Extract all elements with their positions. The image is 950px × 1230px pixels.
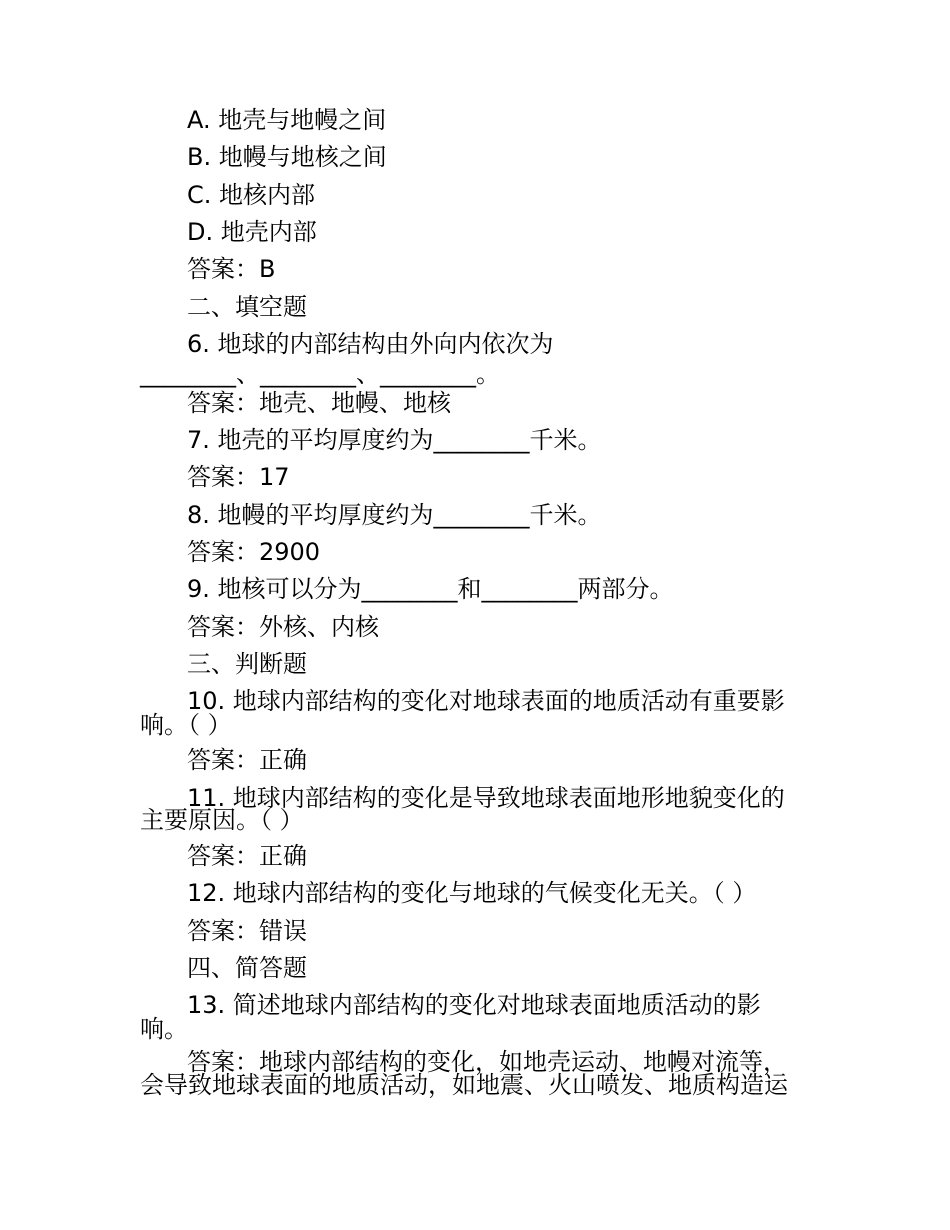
answer-7: 答案：17 — [187, 463, 290, 491]
answer-6: 答案：地壳、地幔、地核 — [187, 389, 451, 417]
question-9: 9. 地核可以分为________和________两部分。 — [187, 575, 674, 603]
question-6: 6. 地球的内部结构由外向内依次为 — [187, 330, 554, 358]
question-13-cont: 响。 — [140, 1015, 188, 1043]
question-10: 10. 地球内部结构的变化对地球表面的地质活动有重要影 — [187, 687, 785, 715]
question-7: 7. 地壳的平均厚度约为________千米。 — [187, 426, 602, 454]
question-11-cont: 主要原因。（ ） — [140, 806, 304, 834]
answer-12: 答案：错误 — [187, 917, 307, 945]
answer-5: 答案：B — [187, 255, 276, 283]
option-c: C. 地核内部 — [187, 181, 316, 209]
answer-8: 答案：2900 — [187, 538, 321, 566]
answer-13: 答案：地球内部结构的变化，如地壳运动、地幔对流等， — [187, 1048, 787, 1076]
question-10-cont: 响。（ ） — [140, 711, 232, 739]
answer-10: 答案：正确 — [187, 746, 307, 774]
question-6-blanks: ________、________、________。 — [140, 360, 500, 388]
answer-9: 答案：外核、内核 — [187, 613, 379, 641]
option-a: A. 地壳与地幔之间 — [187, 106, 387, 134]
question-11: 11. 地球内部结构的变化是导致地球表面地形地貌变化的 — [187, 784, 785, 812]
question-13: 13. 简述地球内部结构的变化对地球表面地质活动的影 — [187, 991, 761, 1019]
question-8: 8. 地幔的平均厚度约为________千米。 — [187, 501, 602, 529]
section-heading-fill-in: 二、填空题 — [187, 293, 307, 321]
question-12: 12. 地球内部结构的变化与地球的气候变化无关。（ ） — [187, 879, 757, 907]
section-heading-short-answer: 四、简答题 — [187, 954, 307, 982]
option-b: B. 地幔与地核之间 — [187, 143, 387, 171]
section-heading-true-false: 三、判断题 — [187, 650, 307, 678]
option-d: D. 地壳内部 — [187, 218, 317, 246]
answer-13-cont: 会导致地球表面的地质活动，如地震、火山喷发、地质构造运 — [140, 1071, 788, 1099]
answer-11: 答案：正确 — [187, 842, 307, 870]
